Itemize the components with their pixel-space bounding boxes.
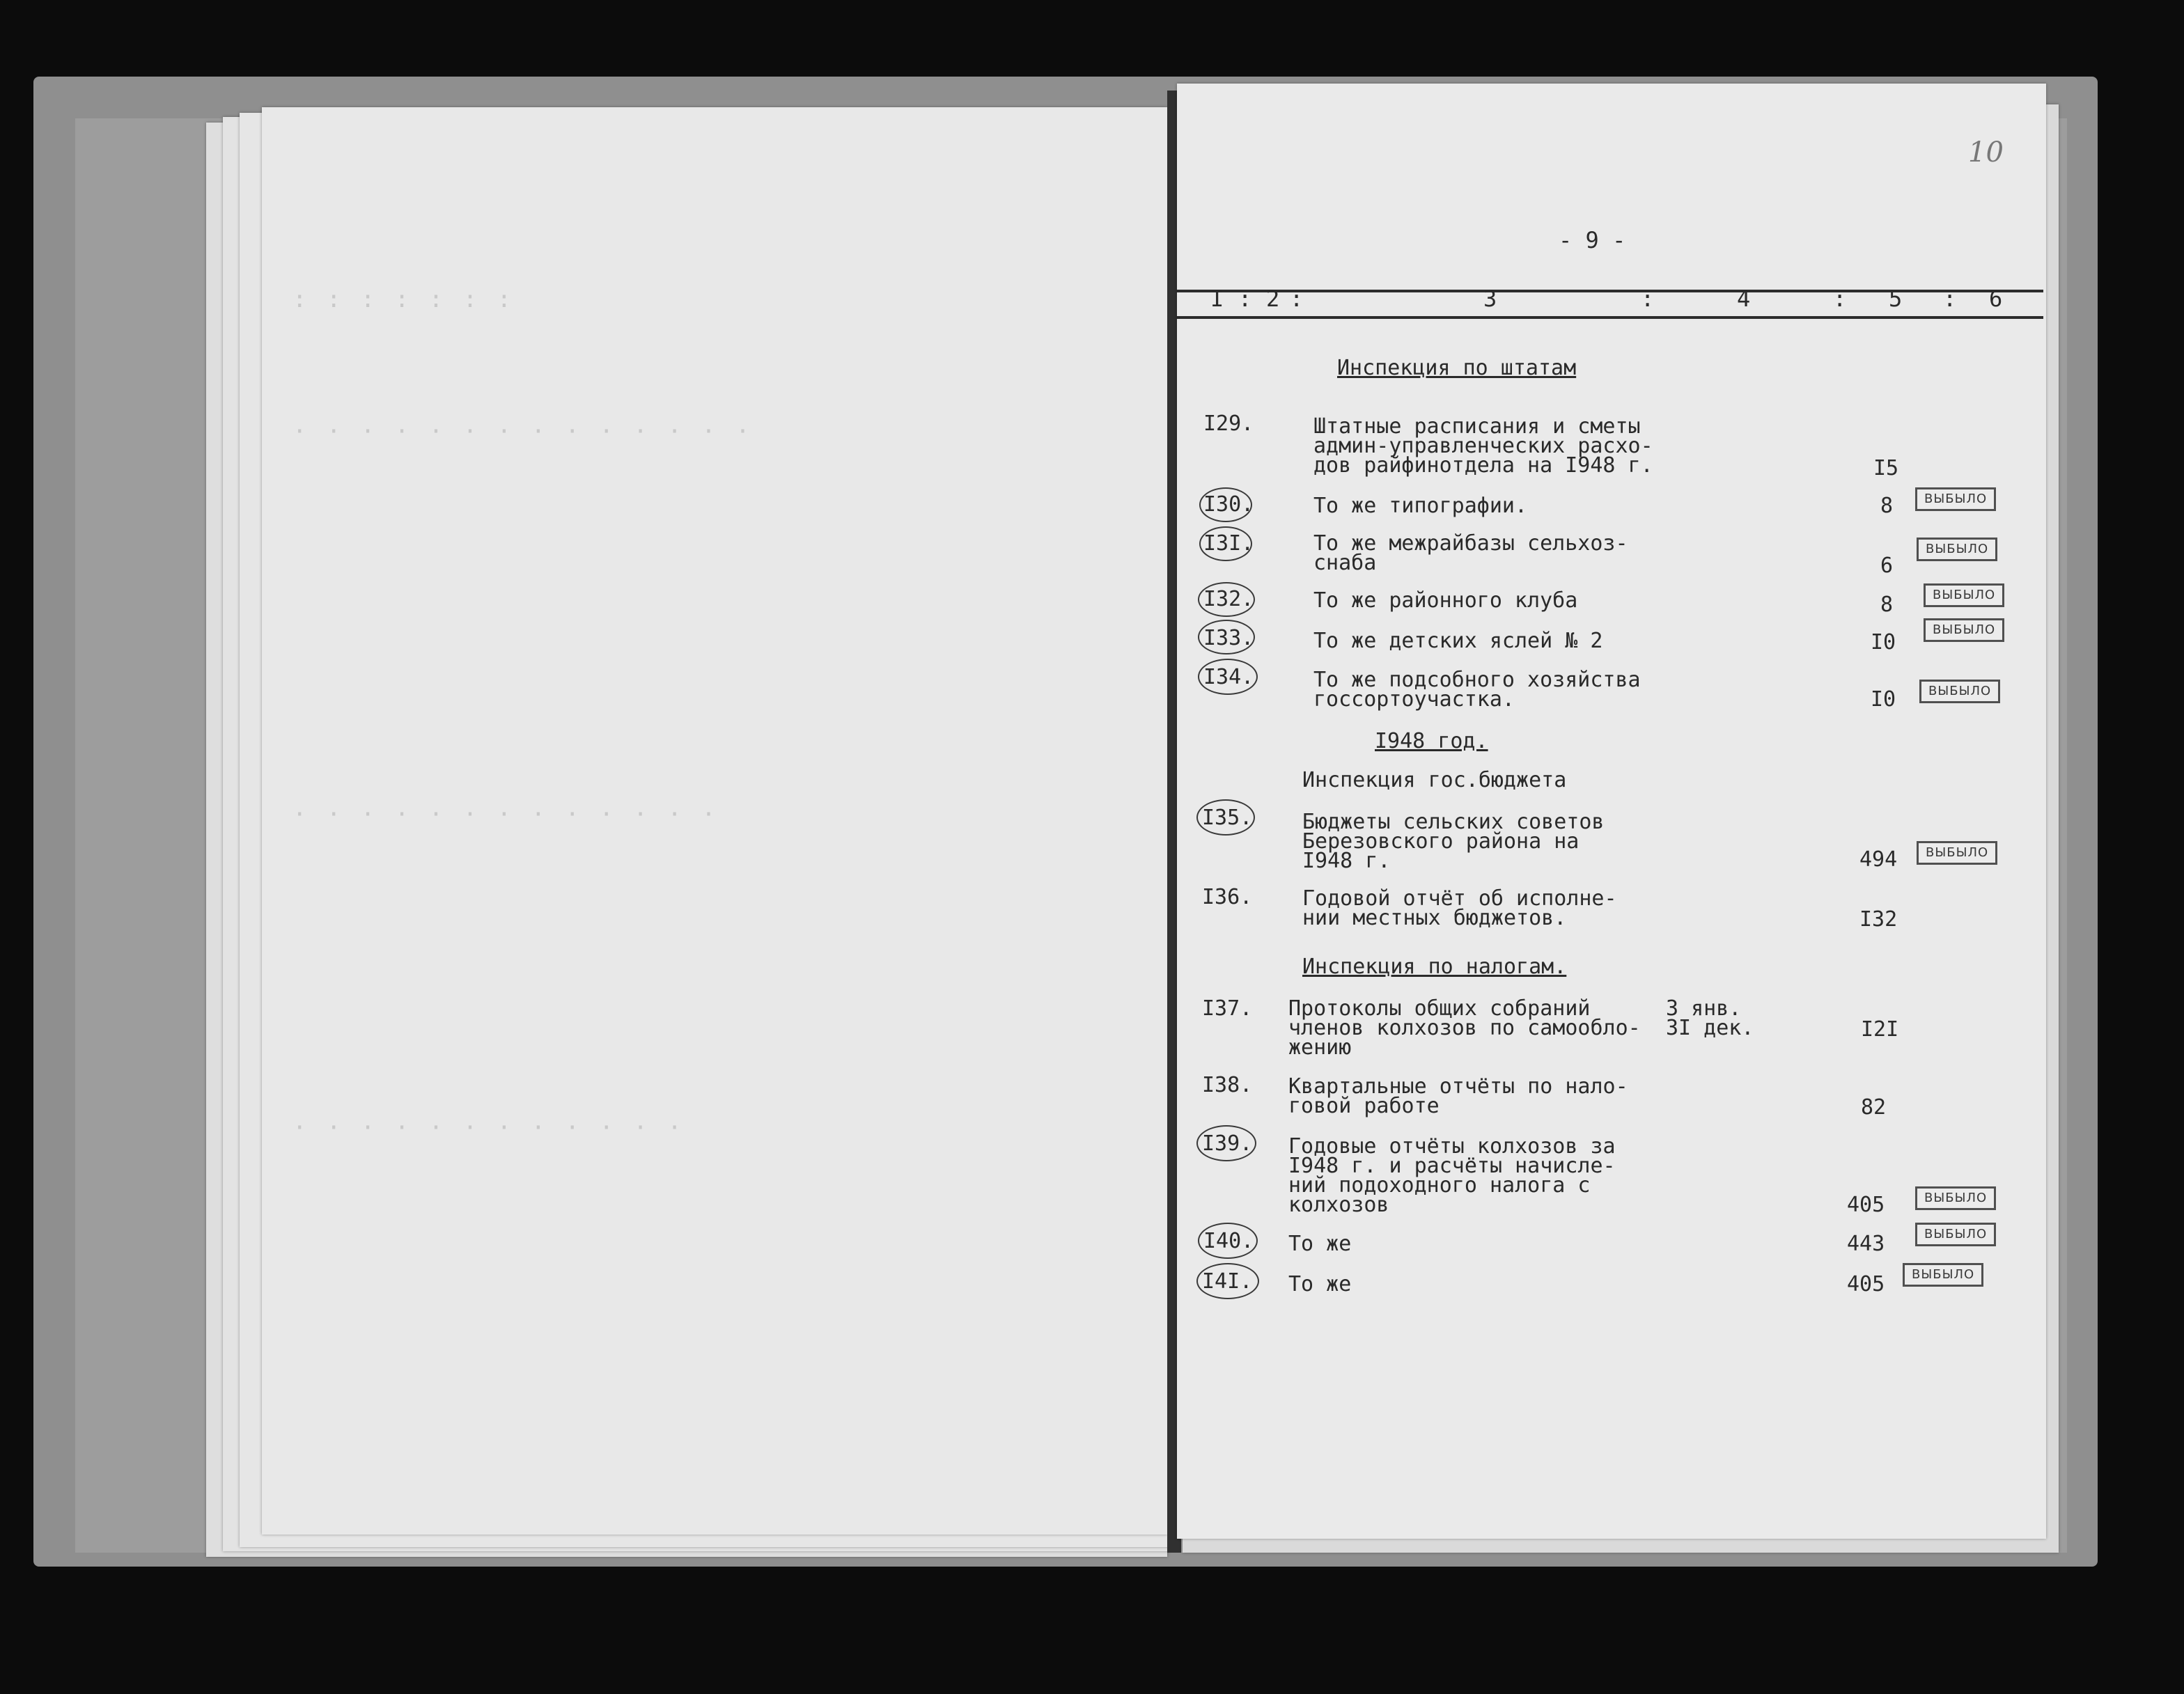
- entry-title-line: Березовского района на: [1302, 829, 1580, 854]
- sheet-count: 443: [1847, 1232, 1885, 1256]
- entry-number: I29.: [1203, 411, 1254, 436]
- entry-title-line: снаба: [1313, 551, 1377, 575]
- show-through-text: · · · · · · · · · · · ·: [292, 1114, 685, 1142]
- entry-number: I38.: [1202, 1073, 1253, 1097]
- withdrawn-stamp: ВЫБЫЛО: [1919, 680, 2000, 703]
- col-sep: :: [1943, 285, 1957, 312]
- sheet-count: 8: [1880, 494, 1894, 518]
- withdrawn-stamp: ВЫБЫЛО: [1917, 538, 1997, 561]
- sheet-count: I32: [1859, 907, 1898, 932]
- entry-title-line: Годовой отчёт об исполне-: [1302, 886, 1617, 911]
- sheet-count: 8: [1880, 593, 1894, 617]
- entry-number: I35.: [1202, 806, 1253, 830]
- col-header-5: 5: [1889, 285, 1903, 312]
- date-start: 3 янв.: [1666, 996, 1742, 1021]
- entry-title-line: То же детских яслей № 2: [1313, 629, 1603, 653]
- entry-number: I4I.: [1202, 1269, 1253, 1294]
- show-through-text: · · · · · · · · · · · · ·: [292, 801, 719, 829]
- folio-number: 10: [1968, 136, 2004, 168]
- col-header-4: 4: [1737, 285, 1751, 312]
- withdrawn-stamp: ВЫБЫЛО: [1924, 618, 2004, 642]
- section-heading: Инспекция гос.бюджета: [1302, 768, 1567, 792]
- show-through-text: · · · · · · · · · · · · · ·: [292, 418, 753, 446]
- entry-number: I36.: [1202, 885, 1253, 909]
- show-through-text: : : : : : : :: [292, 285, 515, 313]
- sheet-count: I2I: [1861, 1017, 1899, 1042]
- entry-title-line: Бюджеты сельских советов: [1302, 810, 1605, 834]
- entry-title-line: I948 г. и расчёты начисле-: [1288, 1154, 1616, 1178]
- entry-number: I40.: [1203, 1229, 1254, 1253]
- entry-title-line: I948 г.: [1302, 849, 1391, 873]
- sheet-count: I0: [1871, 687, 1896, 712]
- year-heading: I948 год.: [1375, 729, 1488, 753]
- sheet-count: 405: [1847, 1193, 1885, 1217]
- withdrawn-stamp: ВЫБЫЛО: [1924, 583, 2004, 607]
- entry-title-line: жению: [1288, 1035, 1352, 1060]
- entry-title-line: То же типографии.: [1313, 494, 1528, 518]
- entry-title-line: То же: [1288, 1272, 1352, 1296]
- entry-title-line: Протоколы общих собраний: [1288, 996, 1591, 1021]
- entry-title-line: То же районного клуба: [1313, 588, 1578, 613]
- withdrawn-stamp: ВЫБЫЛО: [1917, 841, 1997, 865]
- entry-number: I33.: [1203, 626, 1254, 650]
- entry-title-line: То же межрайбазы сельхоз-: [1313, 531, 1628, 556]
- entry-title-line: Годовые отчёты колхозов за: [1288, 1134, 1616, 1159]
- page-number: - 9 -: [1559, 227, 1626, 253]
- entry-title-line: админ-управленческих расхо-: [1313, 434, 1653, 458]
- entry-title-line: То же: [1288, 1232, 1352, 1256]
- col-header-3: 3: [1483, 285, 1497, 312]
- entry-number: I37.: [1202, 996, 1253, 1021]
- entry-title-line: Штатные расписания и сметы: [1313, 414, 1641, 439]
- entry-number: I34.: [1203, 665, 1254, 689]
- section-heading: Инспекция по штатам: [1337, 356, 1577, 380]
- col-sep: :: [1238, 285, 1252, 312]
- entry-title-line: ний подоходного налога с: [1288, 1173, 1591, 1198]
- withdrawn-stamp: ВЫБЫЛО: [1915, 487, 1996, 511]
- sheet-count: 82: [1861, 1095, 1887, 1120]
- sheet-count: I0: [1871, 630, 1896, 654]
- header-rule-bottom: [1177, 316, 2043, 319]
- sheet-count: 6: [1880, 554, 1894, 578]
- col-header-1: I: [1210, 285, 1224, 312]
- entry-title-line: госсортоучастка.: [1313, 687, 1515, 712]
- col-sep: :: [1290, 285, 1304, 312]
- col-header-6: 6: [1989, 285, 2003, 312]
- entry-title-line: нии местных бюджетов.: [1302, 906, 1567, 930]
- withdrawn-stamp: ВЫБЫЛО: [1915, 1186, 1996, 1210]
- entry-title-line: дов райфинотдела на I948 г.: [1313, 453, 1653, 478]
- date-end: 3I дек.: [1666, 1016, 1754, 1040]
- sheet-count: 405: [1847, 1272, 1885, 1296]
- entry-number: I39.: [1202, 1131, 1253, 1156]
- col-sep: :: [1641, 285, 1655, 312]
- col-sep: :: [1833, 285, 1847, 312]
- entry-number: I30.: [1203, 492, 1254, 517]
- entry-title-line: членов колхозов по самообло-: [1288, 1016, 1641, 1040]
- entry-number: I32.: [1203, 587, 1254, 611]
- entry-title-line: говой работе: [1288, 1094, 1440, 1118]
- col-header-2: 2: [1266, 285, 1280, 312]
- withdrawn-stamp: ВЫБЫЛО: [1903, 1263, 1983, 1287]
- sheet-count: 494: [1859, 847, 1898, 872]
- entry-number: I3I.: [1203, 531, 1254, 556]
- section-heading: Инспекция по налогам.: [1302, 955, 1567, 979]
- header-rule-top: [1177, 290, 2043, 292]
- entry-title-line: То же подсобного хозяйства: [1313, 668, 1641, 692]
- withdrawn-stamp: ВЫБЫЛО: [1915, 1223, 1996, 1246]
- entry-title-line: Квартальные отчёты по нало-: [1288, 1074, 1628, 1099]
- sheet-count: I5: [1873, 456, 1899, 480]
- entry-title-line: колхозов: [1288, 1193, 1389, 1217]
